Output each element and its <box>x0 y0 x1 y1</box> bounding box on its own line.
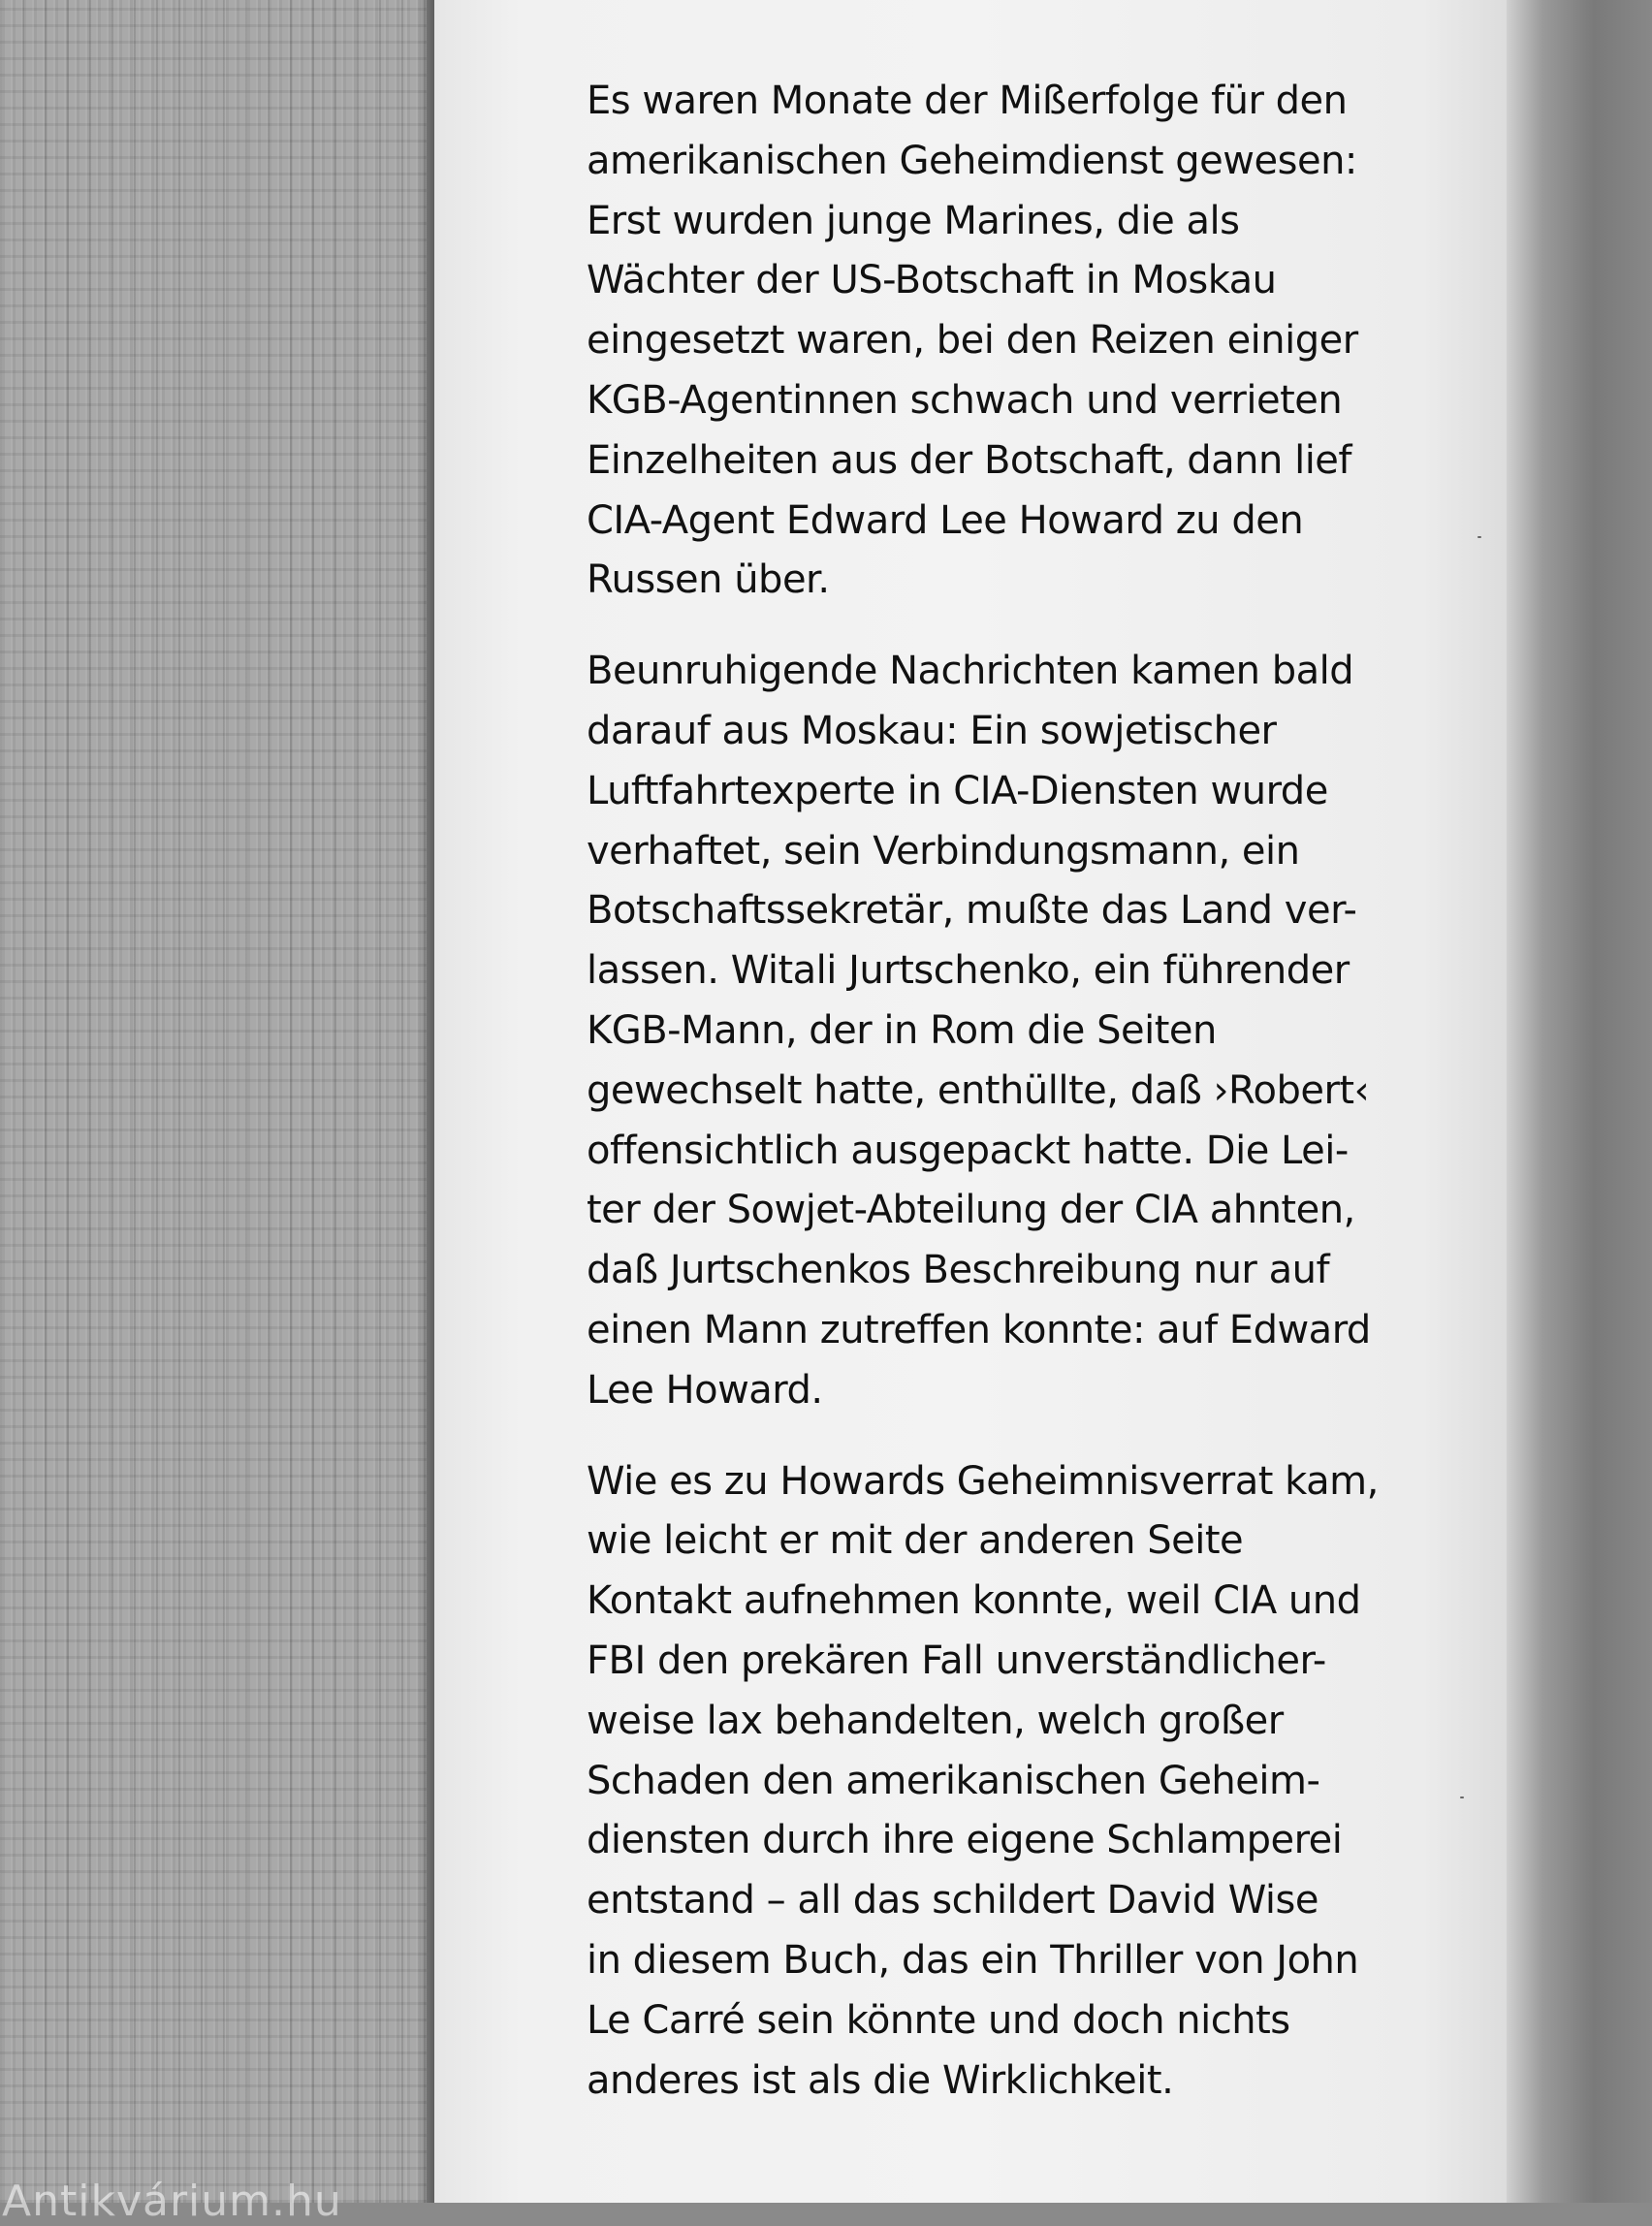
text-line: wie leicht er mit der anderen Seite <box>587 1518 1244 1564</box>
text-line: lassen. Witali Jurtschenko, ein führender <box>587 948 1350 994</box>
text-line: KGB-Mann, der in Rom die Seiten <box>587 1007 1217 1053</box>
text-line: Luftfahrtexperte in CIA-Diensten wurde <box>587 768 1328 813</box>
page-shadow <box>417 0 436 2203</box>
text-line: Wie es zu Howards Geheimnisverrat kam, <box>587 1458 1379 1504</box>
text-line: Kontakt aufnehmen konnte, weil CIA und <box>587 1578 1361 1624</box>
text-line: gewechselt hatte, enthüllte, daß ›Robert‹ <box>587 1067 1370 1113</box>
text-line: ter der Sowjet-Abteilung der CIA ahnten, <box>587 1188 1355 1233</box>
text-line: weise lax behandelten, welch großer <box>587 1698 1284 1743</box>
paragraph-1 <box>587 72 1382 611</box>
text-line: Es waren Monate der Mißerfolge für den <box>587 79 1348 123</box>
paragraph-2 <box>587 642 1382 1420</box>
text-line: diensten durch ihre eigene Schlamperei <box>587 1818 1343 1863</box>
cover-texture-background <box>0 0 427 2203</box>
text-line: entstand – all das schildert David Wise <box>587 1878 1318 1924</box>
text-line: offensichtlich ausgepackt hatte. Die Lei- <box>587 1128 1349 1173</box>
text-line: Einzelheiten aus der Botschaft, dann lief <box>587 437 1351 483</box>
text-line: Le Carré sein könnte und doch nichts <box>587 1997 1290 2043</box>
text-line: Beunruhigende Nachrichten kamen bald <box>587 649 1354 694</box>
paragraph-3 <box>587 1452 1382 2112</box>
text-line: anderes ist als die Wirklichkeit. <box>587 2057 1174 2103</box>
text-line: CIA-Agent Edward Lee Howard zu den <box>587 497 1304 543</box>
text-line: einen Mann zutreffen konnte: auf Edward <box>587 1307 1371 1352</box>
right-cover-edge <box>1507 0 1652 2203</box>
text-line: amerikanischen Geheimdienst gewesen: <box>587 138 1357 183</box>
text-line: Lee Howard. <box>587 1367 823 1413</box>
text-line: Erst wurden junge Marines, die als <box>587 198 1240 243</box>
text-line: Russen über. <box>587 557 830 603</box>
text-line: daß Jurtschenkos Beschreibung nur auf <box>587 1248 1330 1293</box>
paper-speck <box>1477 536 1481 538</box>
text-line: eingesetzt waren, bei den Reizen einiger <box>587 318 1358 364</box>
watermark-text: Antikvárium.hu <box>2 2177 342 2226</box>
text-line: FBI den prekären Fall unverständlicher- <box>587 1638 1326 1683</box>
paper-speck <box>1460 1797 1464 1798</box>
text-line: Botschaftssekretär, mußte das Land ver- <box>587 888 1357 934</box>
text-line: in diesem Buch, das ein Thriller von John <box>587 1937 1359 1983</box>
text-line: Schaden den amerikanischen Geheim- <box>587 1758 1320 1803</box>
text-line: verhaftet, sein Verbindungsmann, ein <box>587 828 1300 874</box>
text-line: KGB-Agentinnen schwach und verrieten <box>587 377 1343 423</box>
blurb-text-block <box>587 72 1382 2142</box>
text-line: Wächter der US-Botschaft in Moskau <box>587 258 1277 303</box>
text-line: darauf aus Moskau: Ein sowjetischer <box>587 708 1277 753</box>
